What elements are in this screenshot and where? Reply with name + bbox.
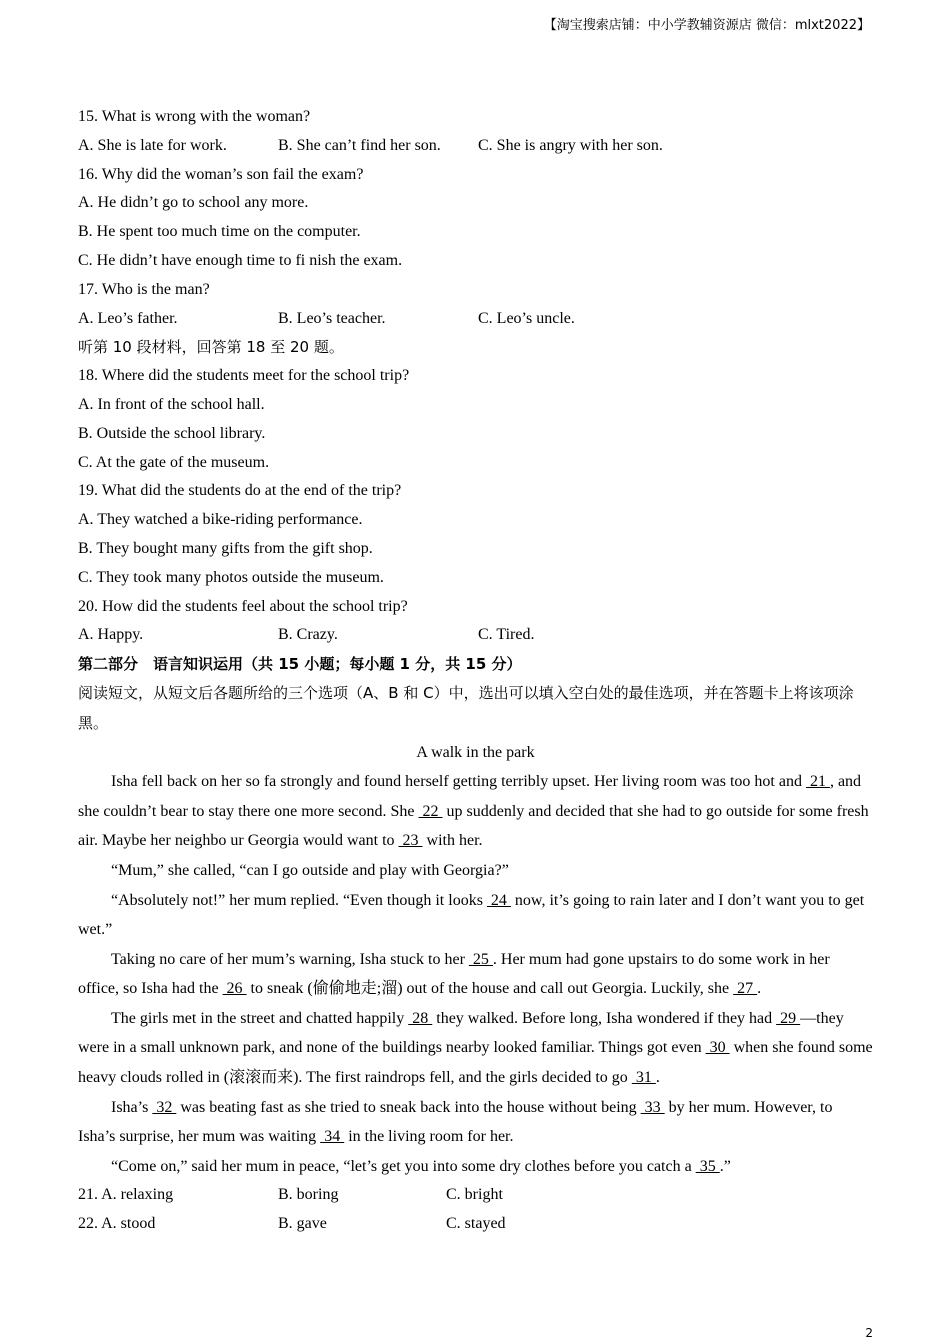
text-run: —they were in a small unknown park, and none of the buildings nearby looked familiar. Things got even: [78, 1009, 844, 1057]
text-run: Taking no care of her mum’s warning, Isha stuck to her: [111, 950, 469, 968]
option-15b: B. She can’t find her son.: [278, 136, 441, 154]
option-19a: A. They watched a bike-riding performance.: [78, 511, 363, 529]
option-17a: A. Leo’s father.: [78, 309, 178, 327]
question-options-15: [78, 132, 873, 161]
option-20c: C. Tired.: [478, 626, 535, 644]
text-run: now, it’s going to rain later and I don’t want you to get wet.”: [78, 891, 865, 939]
blank-32: 32: [152, 1098, 177, 1116]
text-run: was beating fast as she tried to sneak back into the house without being: [176, 1098, 641, 1116]
question-stem-17: 17. Who is the man?: [78, 280, 210, 298]
option-16a: A. He didn’t go to school any more.: [78, 194, 309, 212]
page-content: [78, 103, 873, 1239]
question-options-20: [78, 621, 873, 650]
option-22b: B. gave: [278, 1215, 327, 1233]
blank-26: 26: [222, 980, 247, 998]
text-run: .: [757, 980, 762, 998]
question-stem-18: 18. Where did the students meet for the school trip?: [78, 367, 410, 385]
option-18c: C. At the gate of the museum.: [78, 453, 270, 471]
text-run: “Come on,” said her mum in peace, “let’s get you into some dry clothes before you catch a: [111, 1157, 696, 1175]
option-22c: C. stayed: [446, 1215, 506, 1233]
text-run: , and she couldn’t bear to stay there one more second. She: [78, 773, 862, 820]
option-17c: C. Leo’s uncle.: [478, 309, 575, 327]
blank-35: 35: [695, 1157, 720, 1175]
option-20a: A. Happy.: [78, 626, 144, 644]
option-18b: B. Outside the school library.: [78, 424, 266, 442]
question-stem-19: 19. What did the students do at the end of the trip?: [78, 482, 402, 500]
question-stem-20: 20. How did the students feel about the school trip?: [78, 597, 408, 615]
text-run: . Her mum had gone upstairs to do some work in her office, so Isha had the: [78, 950, 830, 998]
text-run: Isha’s: [111, 1098, 153, 1116]
option-17b: B. Leo’s teacher.: [278, 309, 386, 327]
option-16c: C. He didn’t have enough time to fi nish the exam.: [78, 251, 403, 269]
blank-25: 25: [468, 950, 493, 968]
text-run: The girls met in the street and chatted happily: [111, 1009, 409, 1027]
option-18a: A. In front of the school hall.: [78, 395, 265, 413]
text-run: up suddenly and decided that she had to go outside for some fresh air. Maybe her neighbo ur Georgia would want to: [78, 802, 869, 850]
question-stem-16: 16. Why did the woman’s son fail the exam?: [78, 165, 364, 183]
option-15a: A. She is late for work.: [78, 136, 227, 154]
listening-instruction-10: 听第 10 段材料，回答第 18 至 20 题。: [78, 338, 344, 357]
question-options-21: [78, 1181, 873, 1210]
question-stem-15: 15. What is wrong with the woman?: [78, 108, 311, 125]
text-run: .”: [719, 1157, 731, 1175]
passage-paragraph-6: [78, 1093, 873, 1152]
question-options-17: [78, 305, 873, 334]
page-header: 【淘宝搜索店铺：中小学教辅资源店 微信：mlxt2022】: [543, 18, 870, 33]
blank-24: 24: [486, 891, 511, 909]
option-21c: C. bright: [446, 1186, 503, 1204]
question-options-22: [78, 1210, 873, 1239]
page-number: 2: [865, 1326, 873, 1340]
passage-paragraph-5: [78, 1004, 873, 1093]
text-run: by her mum. However, to Isha’s surprise, her mum was waiting: [78, 1098, 833, 1146]
passage-paragraph-2: “Mum,” she called, “can I go outside and play with Georgia?”: [111, 861, 509, 879]
option-15c: C. She is angry with her son.: [478, 136, 663, 154]
text-run: they walked. Before long, Isha wondered if they had: [432, 1009, 777, 1027]
blank-31: 31: [631, 1069, 656, 1087]
blank-28: 28: [408, 1009, 433, 1027]
blank-33: 33: [640, 1098, 665, 1116]
blank-23: 23: [398, 832, 423, 850]
text-run: .: [655, 1069, 660, 1087]
text-run: with her.: [422, 832, 483, 850]
passage-title: A walk in the park: [416, 744, 535, 762]
text-run: Isha fell back on her so fa strongly and found herself getting terribly upset. Her living room was too hot and: [111, 773, 806, 791]
section-heading-part2: 第二部分 语言知识运用（共 15 小题；每小题 1 分，共 15 分）: [78, 655, 522, 674]
section-instruction: 阅读短文，从短文后各题所给的三个选项（A、B 和 C）中，选出可以填入空白处的最佳选项，并在答题卡上将该项涂黑。: [78, 683, 854, 732]
passage-paragraph-4: [78, 945, 873, 1004]
passage-paragraph-1: [78, 767, 873, 856]
option-20b: B. Crazy.: [278, 626, 338, 644]
blank-34: 34: [320, 1128, 345, 1146]
option-19c: C. They took many photos outside the museum.: [78, 568, 384, 586]
option-21a: 21. A. relaxing: [78, 1186, 174, 1204]
blank-30: 30: [705, 1039, 730, 1057]
option-22a: 22. A. stood: [78, 1215, 156, 1233]
blank-21: 21: [805, 773, 830, 791]
option-19b: B. They bought many gifts from the gift shop.: [78, 539, 373, 557]
blank-27: 27: [733, 980, 758, 998]
text-run: in the living room for her.: [344, 1128, 514, 1146]
blank-22: 22: [418, 802, 443, 820]
passage-paragraph-7: [78, 1152, 873, 1182]
passage-paragraph-3: [78, 886, 873, 945]
text-run: when she found some heavy clouds rolled in (滚滚而来). The first raindrops fell, and the girls decided to go: [78, 1039, 873, 1087]
option-21b: B. boring: [278, 1186, 339, 1204]
text-run: to sneak (偷偷地走;溜) out of the house and call out Georgia. Luckily, she: [246, 980, 734, 998]
text-run: “Absolutely not!” her mum replied. “Even though it looks: [111, 891, 487, 909]
option-16b: B. He spent too much time on the computer.: [78, 223, 361, 241]
blank-29: 29: [776, 1009, 801, 1027]
